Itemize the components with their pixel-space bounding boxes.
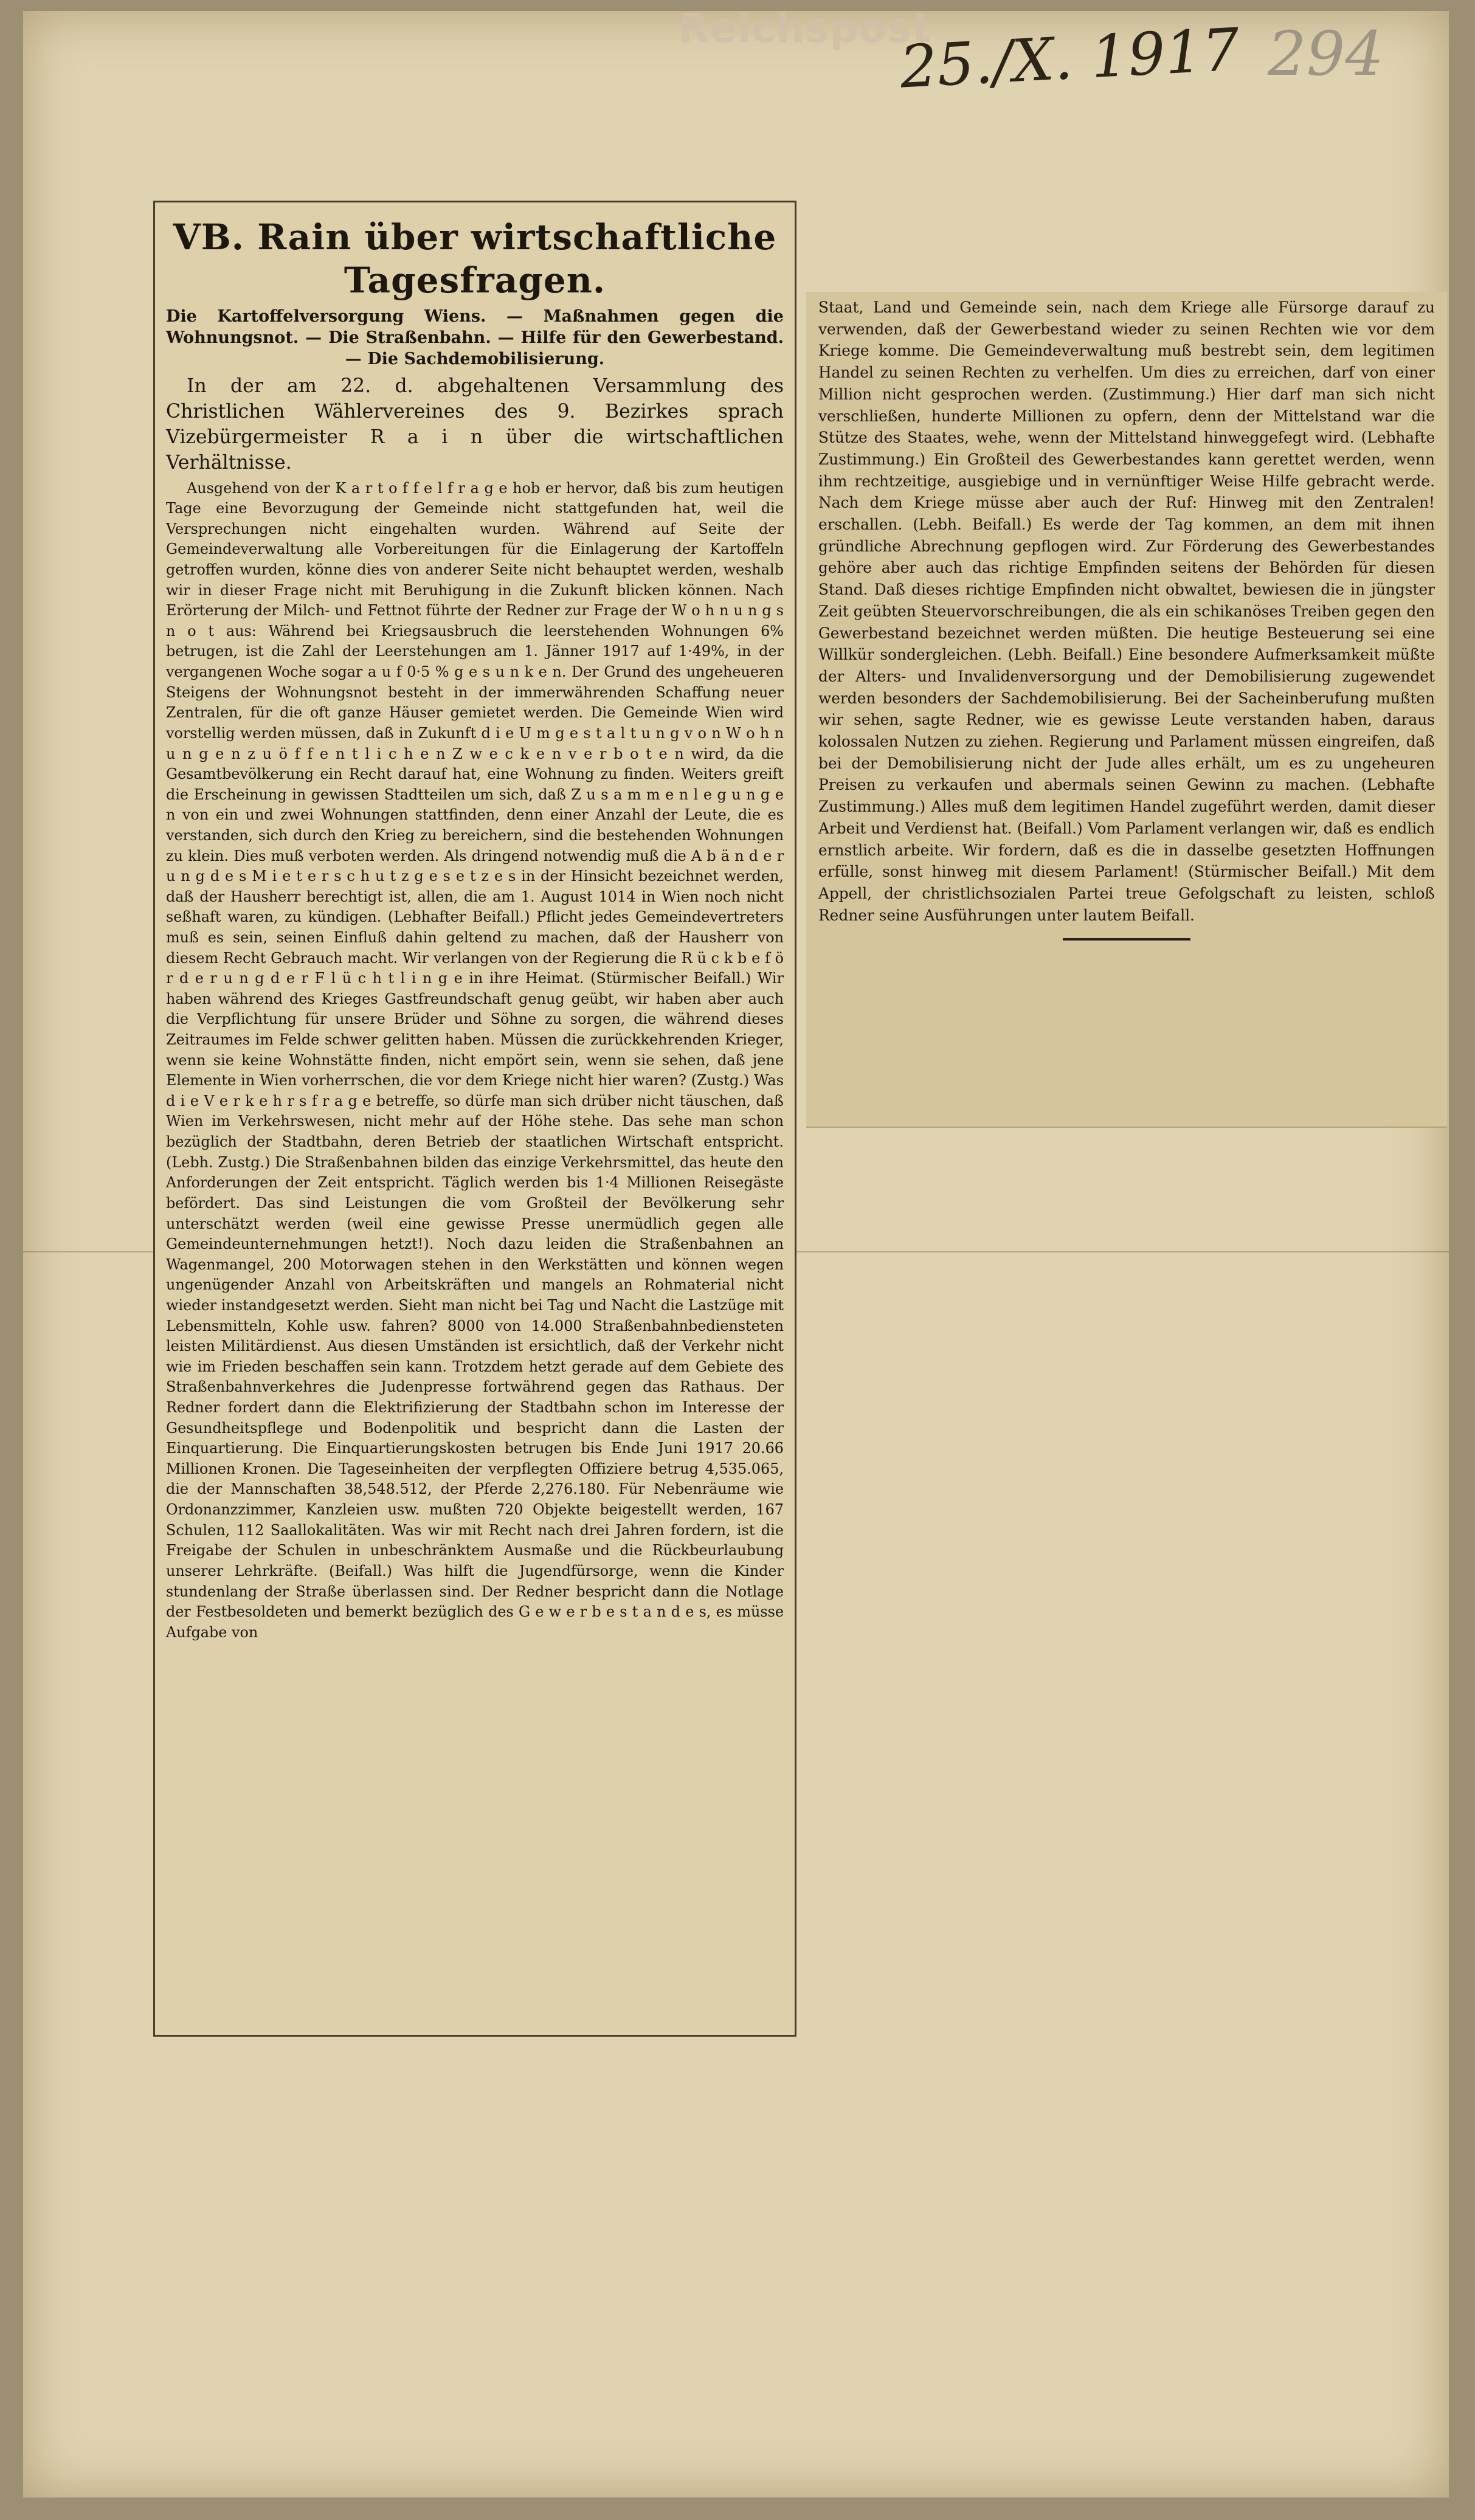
article-body-column-2: Staat, Land und Gemeinde sein, nach dem Kriege alle Fürsorge darauf zu verwenden, daß der Gewerbestand wieder zu seinen Rechten wie vor dem Kriege komme. Die Gemeindeverwaltung muß bestrebt sein, dem legitimen Handel zu seinen Rechten zu verhelfen. Um dies zu erreichen, darf von einer Million nicht gesprochen werden. (Zustimmung.) Hier darf man sich nicht verschließen, hunderte Millionen zu opfern, denn der Mittelstand war die Stütze des Staates, wehe, wenn der Mittelstand hinweggefegt wird. (Lebhafte Zustimmung.) Ein Großteil des Gewerbestandes kann gerettet werden, wenn ihm rechtzeitige, ausgiebige und in vernünftiger Weise Hilfe gebracht werde. Nach dem Kriege müsse aber auch der Ruf: Hinweg mit den Zentralen! erschallen. (Lebh. Beifall.) Es werde der Tag kommen, an dem mit ihnen gründliche Abrechnung gepflogen wird. Zur Förderung des Gewerbestandes gehöre aber auch das richtige Empfinden seitens der Behörden für diesen Stand. Daß dieses richtige Empfinden nicht obwaltet, bewiesen die in jüngster Zeit geübten Steuervorschreibungen, die als ein schikanöses Treiben gegen den Gewerbestand bezeichnet werden müßten. Die heutige Besteuerung sei eine Willkür sondergleichen. (Lebh. Beifall.) Eine besondere Aufmerksamkeit müßte der Alters- und Invalidenversorgung und der Demobilisierung zugewendet werden besonders der Sachdemobilisierung. Bei der Sacheinberufung mußten wir sehen, sagte Redner, wie es gewisse Leute verstanden haben, daraus kolossalen Nutzen zu ziehen. Regierung und Parlament müssen eingreifen, daß bei der Demobilisierung nicht der Jude alles erhält, um es zu ungeheuren Preisen zu verkaufen und abermals seinen Gewinn zu machen. (Lebhafte Zustimmung.) Alles muß dem legitimen Handel zugeführt werden, damit dieser Arbeit und Verdienst hat. (Beifall.) Vom Parlament verlangen wir, daß es endlich ernstlich arbeite. Wir fordern, daß es die in dasselbe gesetzten Hoffnungen erfülle, sonst hinweg mit diesem Parlament! (Stürmischer Beifall.) Mit dem Appell, der christlichsozialen Partei treue Gefolgschaft zu leisten, schloß Redner seine Ausführungen unter lautem Beifall. (818, 299, 1435, 924)
end-rule (1063, 938, 1190, 941)
article-headline: VB. Rain über wirtschaftliche Tagesfragen. (173, 216, 777, 301)
newspaper-clipping-column-2 (806, 292, 1447, 1128)
newspaper-clipping-column-1 (153, 201, 796, 2037)
handwritten-date: 25./X. 1917 (898, 15, 1242, 102)
article-body-column-1: Ausgehend von der K a r t o f f e l f r a g e hob er hervor, daß bis zum heutigen Tage eine Bevorzugung der Gemeinde nicht stattgefunden hat, weil die Versprechungen nicht eingehalten wurden. Während auf Seite der Gemeindeverwaltung alle Vorbereitungen für die Einlagerung der Kartoffeln getroffen wurden, könne dies von anderer Seite nicht behauptet werden, weshalb wir in dieser Frage nicht mit Beruhigung in die Zukunft blicken können. Nach Erörterung der Milch- und Fettnot führte der Redner zur Frage der W o h n u n g s n o t aus: Während bei Kriegsausbruch die leerstehenden Wohnungen 6% betrugen, ist die Zahl der Leerstehungen am 1. Jänner 1917 auf 1·49%, in der vergangenen Woche sogar a u f 0·5 % g e s u n k e n. Der Grund des ungeheueren Steigens der Wohnungsnot besteht in der immerwährenden Schaffung neuer Zentralen, für die oft ganze Häuser gemietet werden. Die Gemeinde Wien wird vorstellig werden müssen, daß in Zukunft d i e U m g e s t a l t u n g v o n W o h n u n g e n z u ö f f e n t l i c h e n Z w e c k e n v e r b o t e n wird, da die Gesamtbevölkerung ein Recht darauf hat, eine Wohnung zu finden. Weiters greift die Erscheinung in gewissen Stadtteilen um sich, daß Z u s a m m e n l e g u n g e n von ein und zwei Wohnungen stattfinden, denn einer Anzahl der Leute, die es verstanden, sich durch den Krieg zu bereichern, sind die bestehenden Wohnungen zu klein. Dies muß verboten werden. Als dringend notwendig muß die A b ä n d e r u n g d e s M i e t e r s c h u t z g e s e t z e s in der Hinsicht bezeichnet werden, daß der Hausherr berechtigt ist, allen, die am 1. August 1014 in Wien noch nicht seßhaft waren, zu kündigen. (Lebhafter Beifall.) Pflicht jedes Gemeindevertreters muß es sein, seinen Einfluß dahin geltend zu machen, daß der Hausherr von diesem Recht Gebrauch macht. Wir verlangen von der Regierung die R ü c k b e f ö r d e r u n g d e r F l ü c h t l i n g e in ihre Heimat. (Stürmischer Beifall.) Wir haben während des Krieges Gastfreundschaft genug geübt, wir haben aber auch die Verpflichtung für unsere Brüder und Söhne zu sorgen, die während dieses Zeitraumes im Felde schwer gelitten haben. Müssen die zurückkehrenden Krieger, wenn sie keine Wohnstätte finden, nicht empört sein, wenn sie sehen, daß jene Elemente in Wien vorherrschen, die vor dem Kriege nicht hier waren? (Zustg.) Was d i e V e r k e h r s f r a g e betreffe, so dürfe man sich drüber nicht täuschen, daß Wien im Verkehrswesen, nicht mehr auf der Höhe stehe. Das sehe man schon bezüglich der Stadtbahn, deren Betrieb der staatlichen Wirtschaft entspricht. (Lebh. Zustg.) Die Straßenbahnen bilden das einzige Verkehrsmittel, das heute den Anforderungen der Zeit entspricht. Täglich werden bis 1·4 Millionen Reisegäste befördert. Das sind Leistungen die vom Großteil der Bevölkerung sehr unterschätzt werden (weil eine gewisse Presse unermüdlich gegen alle Gemeindeunternehmungen hetzt!). Noch dazu leiden die Straßenbahnen an Wagenmangel, 200 Motorwagen stehen in den Werkstätten und können wegen ungenügender Anzahl von Arbeitskräften und mangels an Rohmaterial nicht wieder instandgesetzt werden. Sieht man nicht bei Tag und Nacht die Lastzüge mit Lebensmitteln, Kohle usw. fahren? 8000 von 14.000 Straßenbahnbediensteten leisten Militärdienst. Aus diesen Umständen ist ersichtlich, daß der Verkehr nicht wie im Frieden beschaffen sein kann. Trotzdem hetzt gerade auf dem Gebiete des Straßenbahnverkehres die Judenpresse fortwährend gegen das Rathaus. Der Redner fordert dann die Elektrifizierung der Stadtbahn schon im Interesse der Gesundheitspflege und Bodenpolitik und bespricht dann die Lasten der Einquartierung. Die Einquartierungskosten betrugen bis Ende Juni 1917 20.66 Millionen Kronen. Die Tageseinheiten der verpflegten Offiziere betrug 4,535.065, die der Mannschaften 38,548.512, der Pferde 2,276.180. Für Nebenräume wie Ordonanzzimmer, Kanzleien usw. mußten 720 Objekte beigestellt werden, 167 Schulen, 112 Saallokalitäten. Was wir mit Recht nach drei Jahren fordern, ist die Freigabe der Schulen in unbeschränktem Ausmaße und die Rückbeurlaubung unserer Lehrkräfte. (Beifall.) Was hilft die Jugendfürsorge, wenn die Kinder stundenlang der Straße überlassen sind. Der Redner bespricht dann die Notlage der Festbesoldeten und bemerkt bezüglich des G e w e r b e s t a n d e s, es müsse Aufgabe von (166, 479, 784, 1641)
article-lede: In der am 22. d. abgehaltenen Versammlung des Christlichen Wählervereines des 9. Bezirkes sprach Vizebürgermeister R a i n über die wirtschaftlichen Verhältnisse. (166, 375, 784, 474)
newspaper-stamp: Reichspost (678, 5, 932, 52)
article-subheadline: Die Kartoffelversorgung Wiens. — Maßnahmen gegen die Wohnungsnot. — Die Straßenbahn. — Hilfe für den Gewerbestand. — Die Sachdemobilisierung. (166, 306, 784, 368)
handwritten-page-number: 294 (1268, 18, 1384, 89)
